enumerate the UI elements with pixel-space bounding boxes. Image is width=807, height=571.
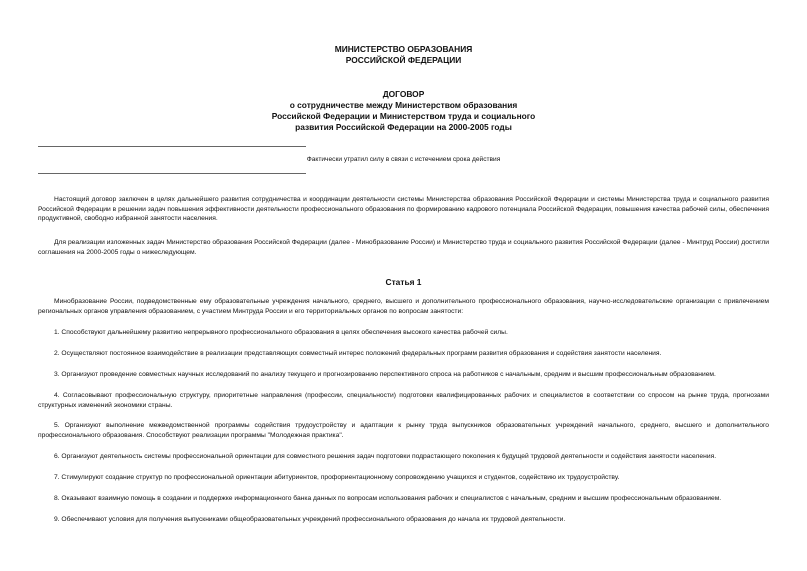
ministry-line-2: РОССИЙСКОЙ ФЕДЕРАЦИИ xyxy=(345,55,462,65)
article-item: 4. Согласовывают профессиональную структуру, приоритетные направления (профессии, специальности) подготовки квалифицированных рабочих и специалистов в соответствии со спросом на рынке труда, прогнозами структурных изменений экономики страны. xyxy=(38,392,769,409)
title-line-2: о сотрудничестве между Министерством образования xyxy=(289,100,518,110)
article-heading: Статья 1 xyxy=(385,277,422,287)
ministry-heading xyxy=(0,44,807,66)
title-line-3: Российской Федерации и Министерством труда и социального xyxy=(271,111,536,121)
preamble-paragraph: Для реализации изложенных задач Министерство образования Российской Федерации (далее - Минобразование России) и Министерство труда и социального развития Российской Федерации (далее - Минтруд России) достигли соглашения на 2000-2005 годы о нижеследующем. xyxy=(38,239,769,256)
preamble-paragraph: Настоящий договор заключен в целях дальнейшего развития сотрудничества и координации деятельности системы Министерства образования Российской Федерации и системы Министерства труда и социального развития Российской Федерации в решении задач повышения эффективности деятельности профессионального образования по формированию кадрового потенциала Российской Федерации, повышения качества рабочей силы, обеспечения продуктивной, свободно избранной занятости населения. xyxy=(38,196,769,223)
article-item: 8. Оказывают взаимную помощь в создании и поддержке информационного банка данных по вопросам использования рабочих и специалистов с начальным, средним и высшим профессиональным образованием. xyxy=(54,495,722,502)
article-item: 6. Организуют деятельность системы профессиональной ориентации для совместного решения задач подготовки подрастающего поколения к будущей трудовой деятельности и содействия занятости населения. xyxy=(54,453,717,460)
status-note: Фактически утратил силу в связи с истечением срока действия xyxy=(306,156,501,163)
article-item: 3. Организуют проведение совместных научных исследований по анализу текущего и прогнозированию перспективного спроса на работников с начальным, средним и высшим профессиональным образованием. xyxy=(54,371,716,378)
article-intro: Минобразование России, подведомственные ему образовательные учреждения начального, среднего, высшего и дополнительного профессионального образования, научно-исследовательские организации с привлечением региональных органов управления образованием, с участием Минтруда России и его территориальных органов по вопросам занятости: xyxy=(38,298,769,315)
title-line-4: развития Российской Федерации на 2000-2005 годы xyxy=(295,122,512,132)
document-title xyxy=(0,89,807,133)
title-line-1: ДОГОВОР xyxy=(382,89,425,99)
article-item: 1. Способствуют дальнейшему развитию непрерывного профессионального образования в целях обеспечения высокого качества рабочей силы. xyxy=(54,329,508,336)
divider-top xyxy=(38,146,306,147)
article-item: 7. Стимулируют создание структур по профессиональной ориентации абитуриентов, профориентационному сопровождению учащихся и студентов, содействию их трудоустройству. xyxy=(54,474,620,481)
article-item: 2. Осуществляют постоянное взаимодействие в реализации представляющих совместный интерес положений федеральных программ развития образования и содействия занятости населения. xyxy=(54,350,662,357)
article-item: 9. Обеспечивают условия для получения выпускниками общеобразовательных учреждений профессионального образования до начала их трудовой деятельности. xyxy=(54,516,566,523)
ministry-line-1: МИНИСТЕРСТВО ОБРАЗОВАНИЯ xyxy=(334,44,473,54)
article-item: 5. Организуют выполнение межведомственной программы содействия трудоустройству и адаптации к рынку труда выпускников образовательных учреждений начального, среднего, высшего и дополнительного профессионального образования. Способствуют реализации программы "Молодежная практика". xyxy=(38,422,769,439)
divider-bottom xyxy=(38,173,306,174)
